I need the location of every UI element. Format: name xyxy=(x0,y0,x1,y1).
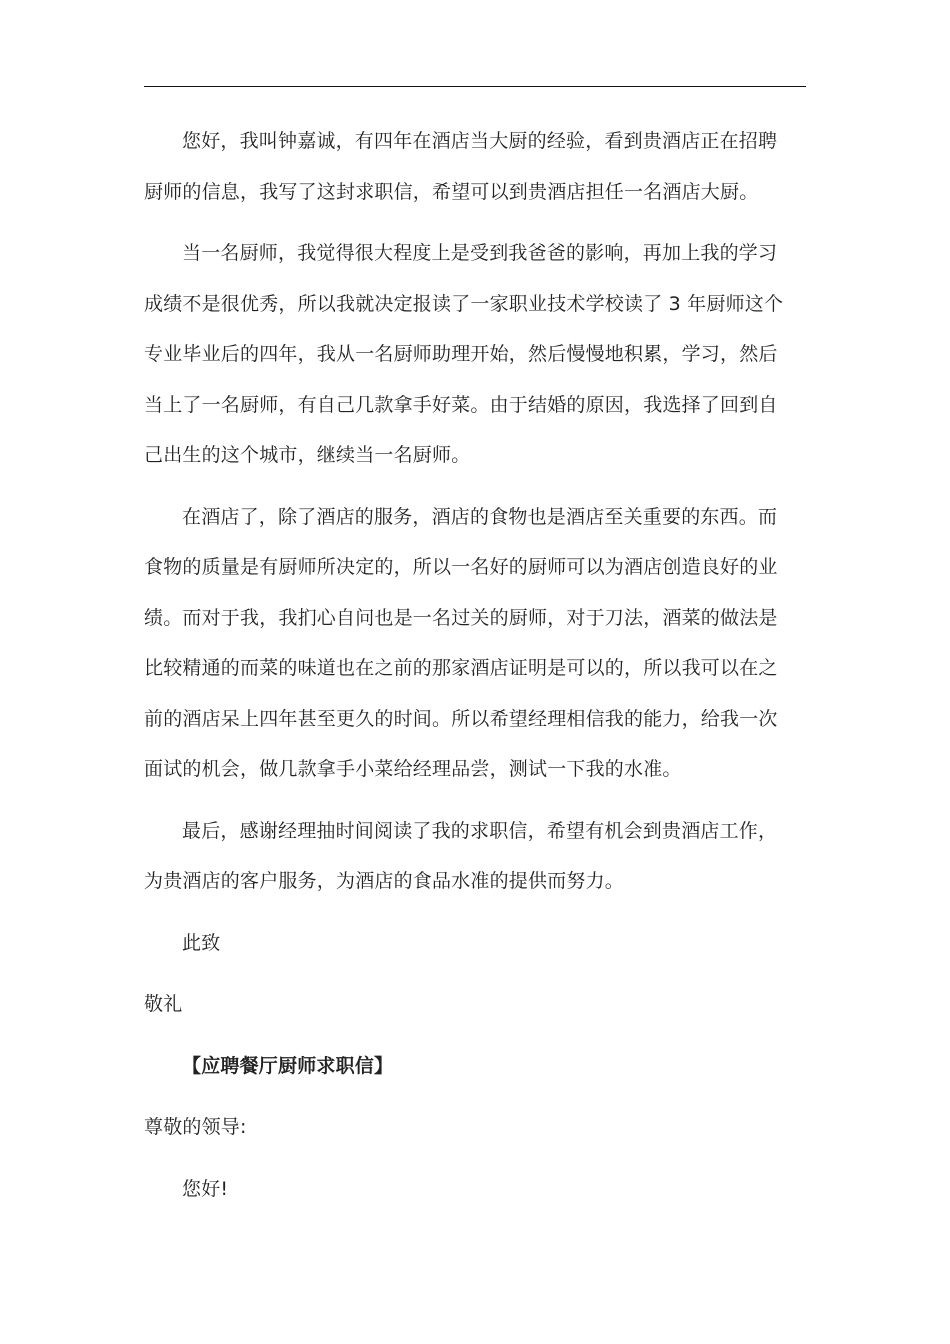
paragraph-background: 当一名厨师，我觉得很大程度上是受到我爸爸的影响，再加上我的学习成绩不是很优秀，所以我就决定报读了一家职业技术学校读了 3 年厨师这个专业毕业后的四年，我从一名厨师助理开始，然后慢慢地积累，学习，然后当上了一名厨师，有自己几款拿手好菜。由于结婚的原因，我选择了回到自己出生的这个城市，继续当一名厨师。 xyxy=(144,242,784,466)
header-rule xyxy=(144,86,806,87)
closing-phrase: 此致 xyxy=(182,931,221,954)
closing-regards: 敬礼 xyxy=(144,993,183,1015)
section-title: 【应聘餐厅厨师求职信】 xyxy=(182,1054,394,1077)
paragraph-qualifications: 在酒店了，除了酒店的服务，酒店的食物也是酒店至关重要的东西。而食物的质量是有厨师所决定的，所以一名好的厨师可以为酒店创造良好的业绩。而对于我，我扪心自问也是一名过关的厨师，对于刀法，酒菜的做法是比较精通的而菜的味道也在之前的那家酒店证明是可以的，所以我可以在之前的酒店呆上四年甚至更久的时间。所以希望经理相信我的能力，给我一次面试的机会，做几款拿手小菜给经理品尝，测试一下我的水准。 xyxy=(144,505,778,780)
paragraph-intro: 您好，我叫钟嘉诚，有四年在酒店当大厨的经验，看到贵酒店正在招聘厨师的信息，我写了这封求职信，希望可以到贵酒店担任一名酒店大厨。 xyxy=(144,130,778,203)
paragraph-thanks: 最后，感谢经理抽时间阅读了我的求职信，希望有机会到贵酒店工作，为贵酒店的客户服务，为酒店的食品水准的提供而努力。 xyxy=(144,819,778,892)
salutation: 尊敬的领导: xyxy=(144,1116,247,1138)
letter-body xyxy=(144,116,796,1225)
greeting: 您好! xyxy=(182,1177,229,1200)
